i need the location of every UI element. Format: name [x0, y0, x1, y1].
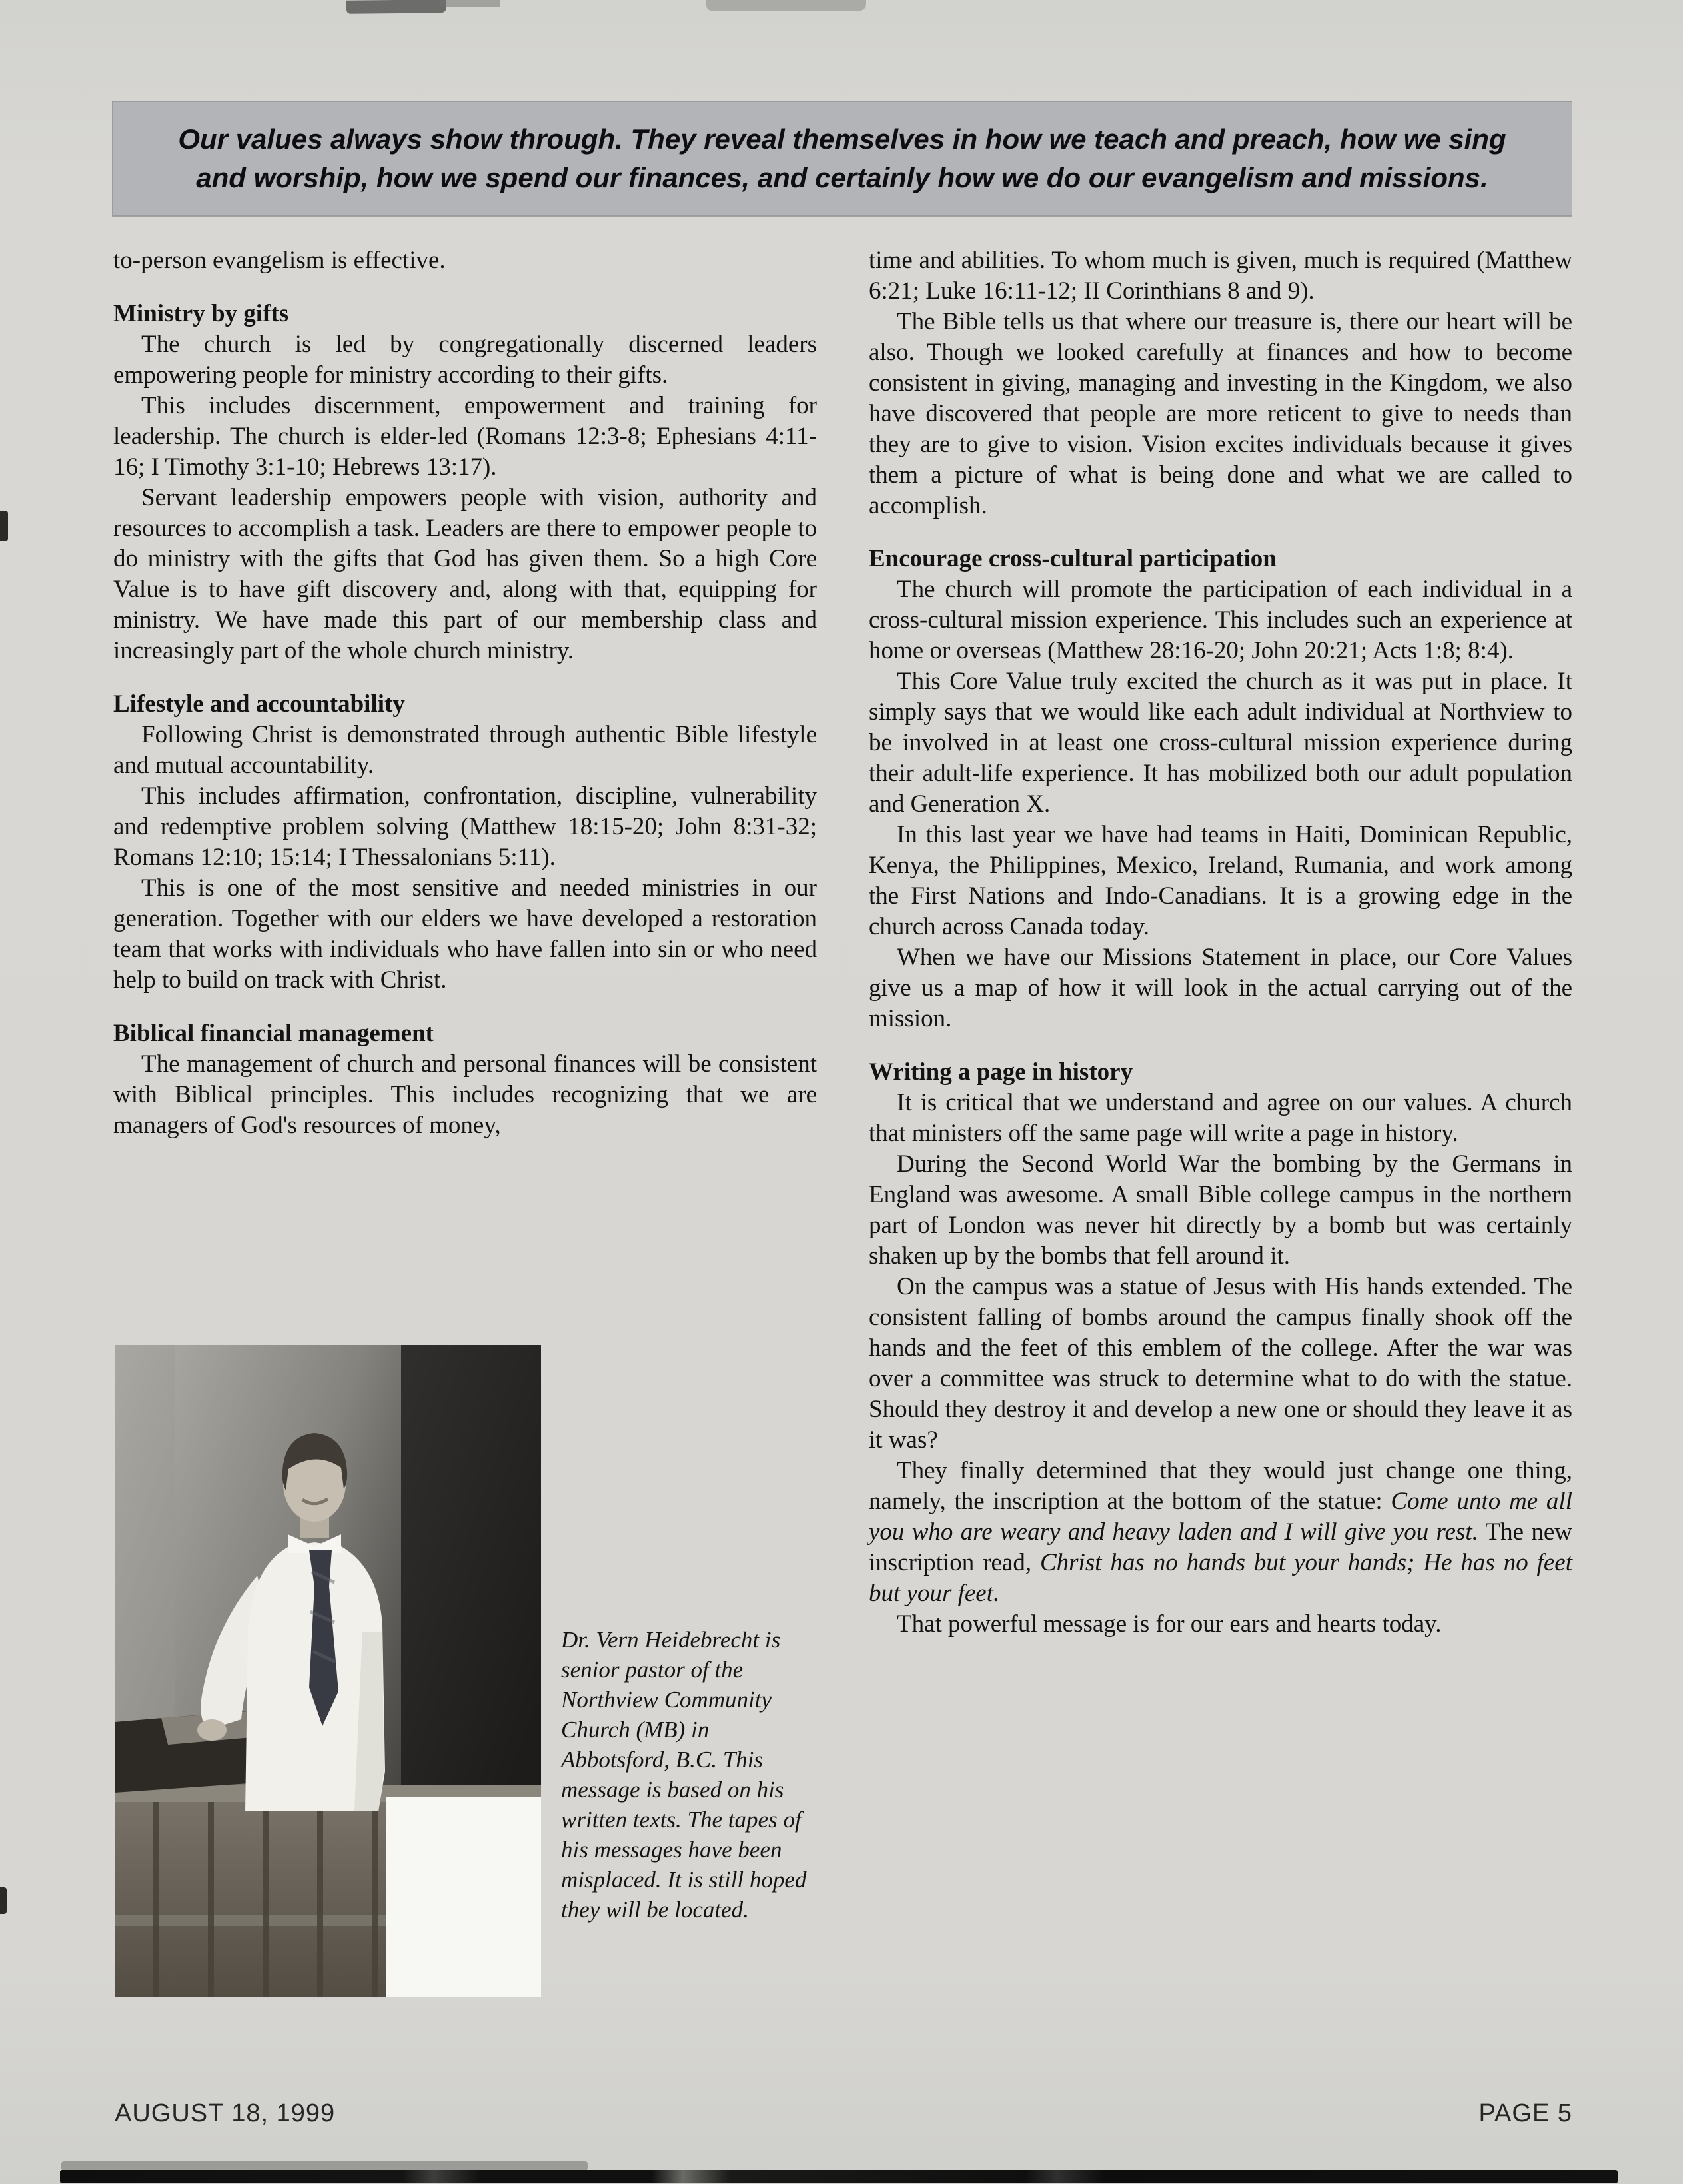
- paragraph: [869, 666, 1572, 820]
- paragraph: [869, 307, 1572, 521]
- pull-quote-line-2: and worship, how we spend our finances, and certainly how we do our evangelism and missions.: [196, 162, 1488, 193]
- pull-quote-line-1: Our values always show through. They reveal themselves in how we teach and preach, how we sing: [178, 123, 1506, 155]
- section-heading: [869, 544, 1572, 574]
- text-run: It is critical that we understand and agree on our values. A church that ministers off the same page will write a page in history.: [869, 1089, 1572, 1147]
- text-run: Following Christ is demonstrated through authentic Bible lifestyle and mutual accountability.: [113, 721, 817, 779]
- text-run: time and abilities. To whom much is given, much is required (Matthew 6:21; Luke 16:11-12; II Corinthians 8 and 9).: [869, 247, 1572, 305]
- paragraph: [869, 1088, 1572, 1149]
- text-run: During the Second World War the bombing by the Germans in England was awesome. A small Bible college campus in the northern part of London was never hit directly by a bomb but was certainly shaken up by the bombs that fell around it.: [869, 1150, 1572, 1270]
- text-run: This includes discernment, empowerment and training for leadership. The church is elder-led (Romans 12:3-8; Ephesians 4:11-16; I Timothy 3:1-10; Hebrews 13:17).: [113, 392, 817, 481]
- section-heading: [113, 1018, 817, 1049]
- scan-artifact-edge: [0, 511, 8, 541]
- quoted-inscription: Christ has no hands but your hands; He has no feet but your feet.: [869, 1549, 1572, 1607]
- paragraph: [113, 391, 817, 483]
- paragraph: [869, 1456, 1572, 1609]
- paragraph: [869, 574, 1572, 666]
- paragraph: [113, 483, 817, 666]
- pull-quote-banner: [112, 101, 1572, 216]
- text-run: They finally determined that they would just change one thing, namely, the inscription at the bottom of the statue:: [869, 1457, 1572, 1515]
- photo-image: [115, 1345, 541, 1997]
- paragraph: [113, 781, 817, 873]
- text-run: On the campus was a statue of Jesus with His hands extended. The consistent falling of bombs around the campus finally shook off the hands and the feet of this emblem of the college. After the war was over a committee was struck to determine what to do with the statue. Should they destroy it and develop a new one or should they leave it as it was?: [869, 1273, 1572, 1454]
- scan-artifact-edge: [0, 1887, 7, 1914]
- pastor-photo: [115, 1345, 541, 1997]
- quoted-inscription: Come unto me all you who are weary and heavy laden and I will give you rest.: [869, 1488, 1572, 1546]
- paragraph: [113, 720, 817, 781]
- text-run: to-person evangelism is effective.: [113, 247, 446, 274]
- hand: [197, 1719, 227, 1741]
- text-run: This Core Value truly excited the church as it was put in place. It simply says that we would like each adult individual at Northview to be involved in at least one cross-cultural mission experience during their adult-life experience. It has mobilized both our adult population and Generation X.: [869, 668, 1572, 818]
- text-run: The new inscription read,: [869, 1518, 1572, 1576]
- text-run: The church will promote the participation of each individual in a cross-cultural mission experience. This includes such an experience at home or overseas (Matthew 28:16-20; John 20:21; Acts 1:8; 8:4).: [869, 576, 1572, 664]
- text-run: When we have our Missions Statement in place, our Core Values give us a map of how it will look in the actual carrying out of the mission.: [869, 944, 1572, 1032]
- text-run: This is one of the most sensitive and needed ministries in our generation. Together with our elders we have developed a restoration team that works with individuals who have fallen into sin or who need help to build on track with Christ.: [113, 874, 817, 994]
- paragraph: [869, 820, 1572, 942]
- text-run: This includes affirmation, confrontation, discipline, vulnerability and redemptive problem solving (Matthew 18:15-20; John 8:31-32; Romans 12:10; 15:14; I Thessalonians 5:11).: [113, 782, 817, 871]
- scan-artifact-bottom: [60, 2170, 1618, 2183]
- paragraph: [869, 1149, 1572, 1272]
- pull-quote-text: [112, 120, 1572, 197]
- section-heading: [113, 299, 817, 329]
- text-run: The management of church and personal finances will be consistent with Biblical principles. This includes recognizing that we are managers of God's resources of money,: [113, 1050, 817, 1139]
- white-cutout: [386, 1797, 541, 1997]
- footer-date: AUGUST 18, 1999: [115, 2099, 336, 2127]
- text-run: That powerful message is for our ears and hearts today.: [897, 1610, 1442, 1638]
- right-column: [869, 245, 1572, 1639]
- text-run: The Bible tells us that where our treasure is, there our heart will be also. Though we looked carefully at finances and how to become consistent in giving, managing and investing in the Kingdom, we also have discovered that people are more reticent to give to needs than they are to give to vision. Vision excites individuals because it gives them a picture of what is being done and what we are called to accomplish.: [869, 308, 1572, 519]
- text-run: The church is led by congregationally discerned leaders empowering people for ministry according to their gifts.: [113, 331, 817, 389]
- photo-caption: Dr. Vern Heidebrecht is senior pastor of the Northview Community Church (MB) in Abbotsford, B.C. This message is based on his written texts. The tapes of his messages have been misplaced. It is still hoped they will be located.: [561, 1627, 807, 1923]
- paragraph: [869, 1609, 1572, 1639]
- text-run: Writing a page in history: [869, 1058, 1133, 1086]
- paragraph: [113, 873, 817, 996]
- paragraph: [113, 1049, 817, 1141]
- scan-artifact-top: [346, 0, 446, 14]
- section-heading: [869, 1057, 1572, 1088]
- paragraph: [113, 245, 817, 276]
- text-run: Lifestyle and accountability: [113, 690, 405, 718]
- scan-artifact-top: [440, 0, 500, 7]
- paragraph: [113, 329, 817, 391]
- scan-artifact-bottom: [61, 2161, 588, 2171]
- section-heading: [113, 689, 817, 720]
- text-run: Ministry by gifts: [113, 300, 289, 327]
- text-run: In this last year we have had teams in Haiti, Dominican Republic, Kenya, the Philippines, Mexico, Ireland, Rumania, and work among the First Nations and Indo-Canadians. It is a growing edge in the church across Canada today.: [869, 821, 1572, 940]
- paragraph: [869, 245, 1572, 307]
- text-run: Encourage cross-cultural participation: [869, 545, 1277, 572]
- paragraph: [869, 942, 1572, 1034]
- text-run: Servant leadership empowers people with vision, authority and resources to accomplish a task. Leaders are there to empower people to do ministry with the gifts that God has given them. So a high Core Value is to have gift discovery and, along with that, equipping for ministry. We have made this part of our membership class and increasingly part of the whole church ministry.: [113, 484, 817, 664]
- scan-artifact-top: [706, 0, 866, 11]
- left-column: [113, 245, 817, 1141]
- text-run: Biblical financial management: [113, 1020, 434, 1047]
- paragraph: [869, 1272, 1572, 1456]
- footer-page-number: PAGE 5: [1478, 2099, 1572, 2127]
